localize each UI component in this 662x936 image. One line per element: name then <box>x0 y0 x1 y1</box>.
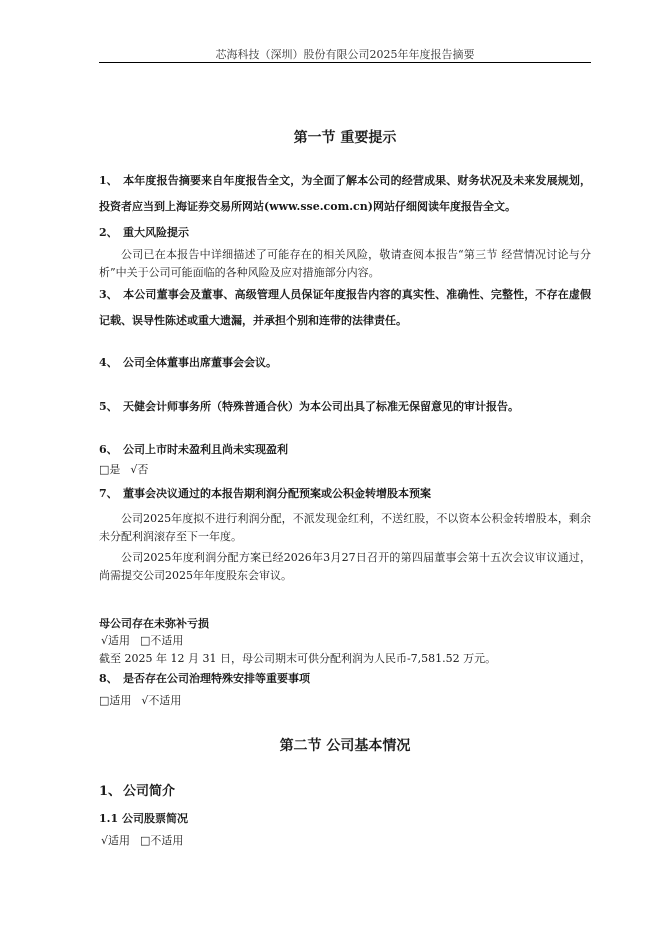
section2-title: 第二节 公司基本情况 <box>279 738 411 754</box>
item-5-num: 5、 <box>99 400 118 413</box>
item-7 <box>99 481 591 507</box>
section2-heading-1-text: 公司简介 <box>123 784 176 799</box>
item-8-options <box>99 692 591 710</box>
loss-option-applicable: √适用 <box>101 634 131 647</box>
item-5-text: 天健会计师事务所（特殊普通合伙）为本公司出具了标准无保留意见的审计报告。 <box>123 400 519 413</box>
item-7-num: 7、 <box>99 487 118 500</box>
item-8-option-applicable: □适用 <box>99 694 132 707</box>
item-6-text: 公司上市时未盈利且尚未实现盈利 <box>123 443 288 456</box>
item-8-option-not-applicable: √不适用 <box>141 694 182 707</box>
item-4-num: 4、 <box>99 356 118 369</box>
item-4-text: 公司全体董事出席董事会会议。 <box>123 356 277 369</box>
item-8-text: 是否存在公司治理特殊安排等重要事项 <box>123 672 310 685</box>
item-6-options <box>99 461 591 479</box>
section2-heading-1-1: 1.1 公司股票简况 <box>99 812 188 825</box>
header-rule <box>99 62 591 63</box>
section2-heading-1-num: 1、 <box>99 784 122 799</box>
item-7-text: 董事会决议通过的本报告期利润分配预案或公积金转增股本预案 <box>123 487 431 500</box>
section1-title: 第一节 重要提示 <box>293 130 397 146</box>
item-4 <box>99 350 591 376</box>
item-3-text: 本公司董事会及董事、高级管理人员保证年度报告内容的真实性、准确性、完整性，不存在虚假记载、误导性陈述或重大遗漏，并承担个别和连带的法律责任。 <box>99 288 591 327</box>
stock-option-not-applicable: □不适用 <box>140 834 184 847</box>
item-6-num: 6、 <box>99 443 118 456</box>
item-2-body: 公司已在本报告中详细描述了可能存在的相关风险，敬请查阅本报告“第三节 经营情况讨论与分析”中关于公司可能面临的各种风险及应对措施部分内容。 <box>99 248 591 279</box>
item-6-option-no: √否 <box>130 463 149 476</box>
loss-options <box>101 632 593 650</box>
loss-text: 截至 2025 年 12 月 31 日，母公司期末可供分配利润为人民币-7,581.52 万元。 <box>99 652 497 665</box>
item-1 <box>99 168 591 220</box>
item-8-num: 8、 <box>99 672 118 685</box>
item-6 <box>99 437 591 463</box>
loss-option-not-applicable: □不适用 <box>140 634 184 647</box>
item-2-heading <box>99 220 591 246</box>
item-7-body-1: 公司2025年度拟不进行利润分配，不派发现金红利，不送红股，不以资本公积金转增股本，剩余未分配利润滚存至下一年度。 <box>99 512 591 543</box>
item-3 <box>99 282 591 334</box>
item-2-text: 重大风险提示 <box>123 226 189 239</box>
item-2-num: 2、 <box>99 226 118 239</box>
item-8 <box>99 666 591 692</box>
item-1-num: 1、 <box>99 174 118 187</box>
stock-option-applicable: √适用 <box>101 834 131 847</box>
item-5 <box>99 394 591 420</box>
loss-title: 母公司存在未弥补亏损 <box>99 617 209 630</box>
item-7-body-2: 公司2025年度利润分配方案已经2026年3月27日召开的第四届董事会第十五次会议审议通过，尚需提交公司2025年年度股东会审议。 <box>99 551 591 582</box>
item-1-text: 本年度报告摘要来自年度报告全文，为全面了解本公司的经营成果、财务状况及未来发展规划，投资者应当到上海证券交易所网站(www.sse.com.cn)网站仔细阅读年度报告全文。 <box>99 174 591 213</box>
section2-heading-1-1-options <box>101 832 593 850</box>
item-3-num: 3、 <box>99 288 118 301</box>
section2-heading-1 <box>99 780 591 799</box>
page-header: 芯海科技（深圳）股份有限公司2025年年度报告摘要 <box>215 48 475 61</box>
item-6-option-yes: □是 <box>99 463 121 476</box>
